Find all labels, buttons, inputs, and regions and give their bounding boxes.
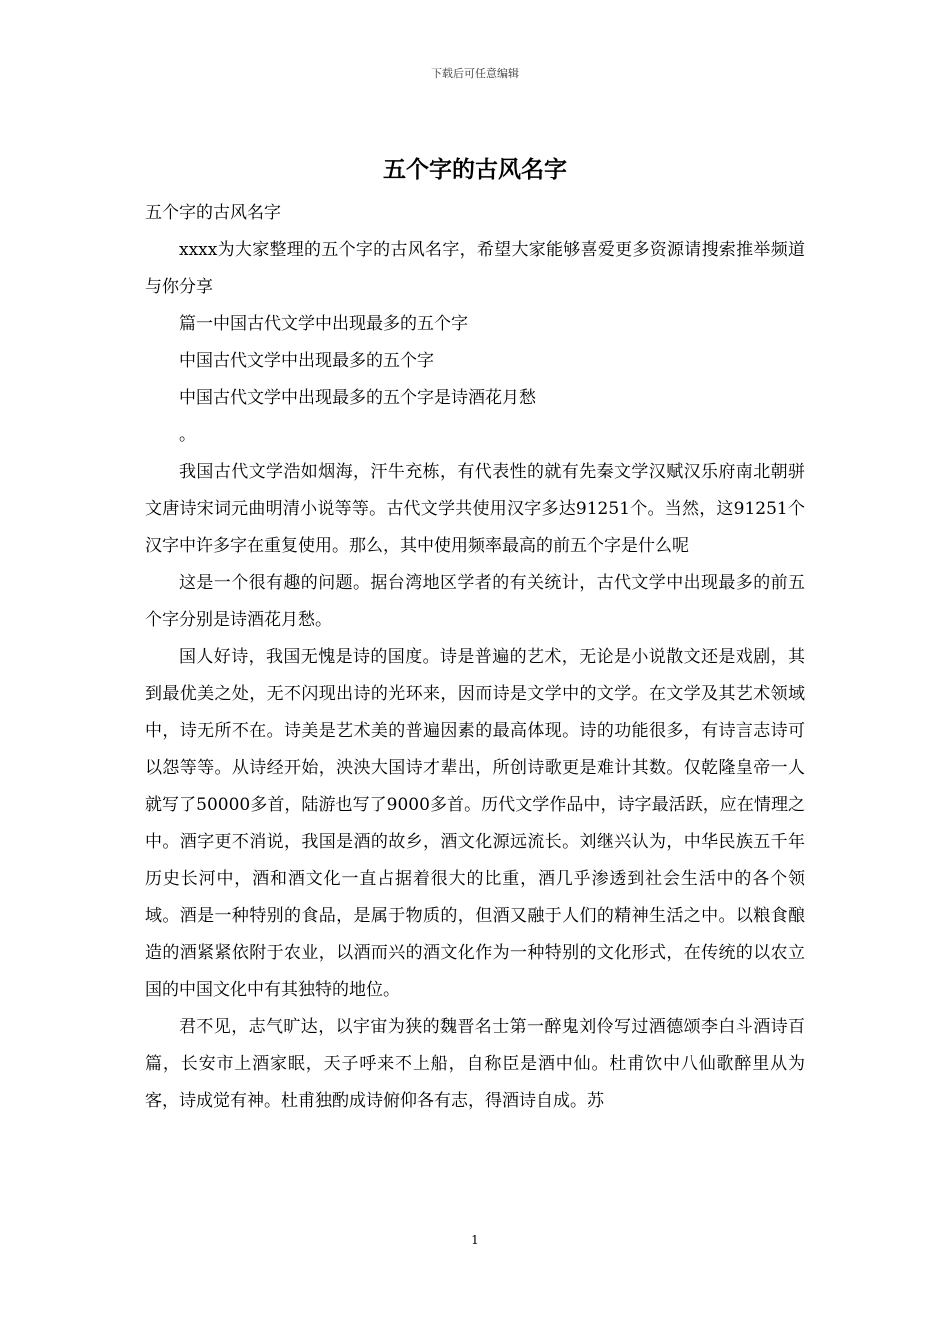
paragraph-five-characters: 中国古代文学中出现最多的五个字是诗酒花月愁 [179, 388, 536, 408]
paragraph-poets: 君不见，志气旷达，以宇宙为狭的魏晋名士第一醉鬼刘伶写过酒德颂李白斗酒诗百篇，长安市上酒家眠，天子呼来不上船，自称臣是酒中仙。杜甫饮中八仙歌醉里从为客，诗成觉有神。杜甫独酌成诗俯仰各有志，得酒诗自成。苏 [145, 1017, 805, 1111]
paragraph-statistics: 这是一个很有趣的问题。据台湾地区学者的有关统计，古代文学中出现最多的前五个字分别是诗酒花月愁。 [145, 573, 805, 630]
paragraph-heading-repeat: 中国古代文学中出现最多的五个字 [179, 351, 434, 371]
page-number: 1 [471, 1233, 479, 1247]
paragraph-period: 。 [179, 425, 196, 445]
paragraph-subtitle: 五个字的古风名字 [145, 203, 281, 223]
page-header: 下载后可任意编辑 [431, 67, 519, 80]
document-title: 五个字的古风名字 [383, 156, 567, 183]
paragraph-poetry-and-wine: 国人好诗，我国无愧是诗的国度。诗是普遍的艺术，无论是小说散文还是戏剧，其到最优美之处，无不闪现出诗的光环来，因而诗是文学中的文学。在文学及其艺术领域中，诗无所不在。诗美是艺术美的普遍因素的最高体现。诗的功能很多，有诗言志诗可以怨等等。从诗经开始，泱泱大国诗才辈出，所创诗歌更是难计其数。仅乾隆皇帝一人就写了50000多首，陆游也写了9000多首。历代文学作品中，诗字最活跃，应在情理之中。酒字更不消说，我国是酒的故乡，酒文化源远流长。刘继兴认为，中华民族五千年历史长河中，酒和酒文化一直占据着很大的比重，酒几乎渗透到社会生活中的各个领域。酒是一种特别的食品，是属于物质的，但酒又融于人们的精神生活之中。以粮食酿造的酒紧紧依附于农业，以酒而兴的酒文化作为一种特别的文化形式，在传统的以农立国的中国文化中有其独特的地位。 [145, 647, 805, 1000]
paragraph-ancient-literature: 我国古代文学浩如烟海，汗牛充栋，有代表性的就有先秦文学汉赋汉乐府南北朝骈文唐诗宋词元曲明清小说等等。古代文学共使用汉字多达91251个。当然，这91251个汉字中许多字在重复使用。那么，其中使用频率最高的前五个字是什么呢 [145, 462, 805, 556]
paragraph-section-heading: 篇一中国古代文学中出现最多的五个字 [179, 314, 468, 334]
paragraph-intro: xxxx为大家整理的五个字的古风名字，希望大家能够喜爱更多资源请搜索推举频道与你分享 [145, 240, 805, 297]
document-body [145, 195, 805, 1120]
